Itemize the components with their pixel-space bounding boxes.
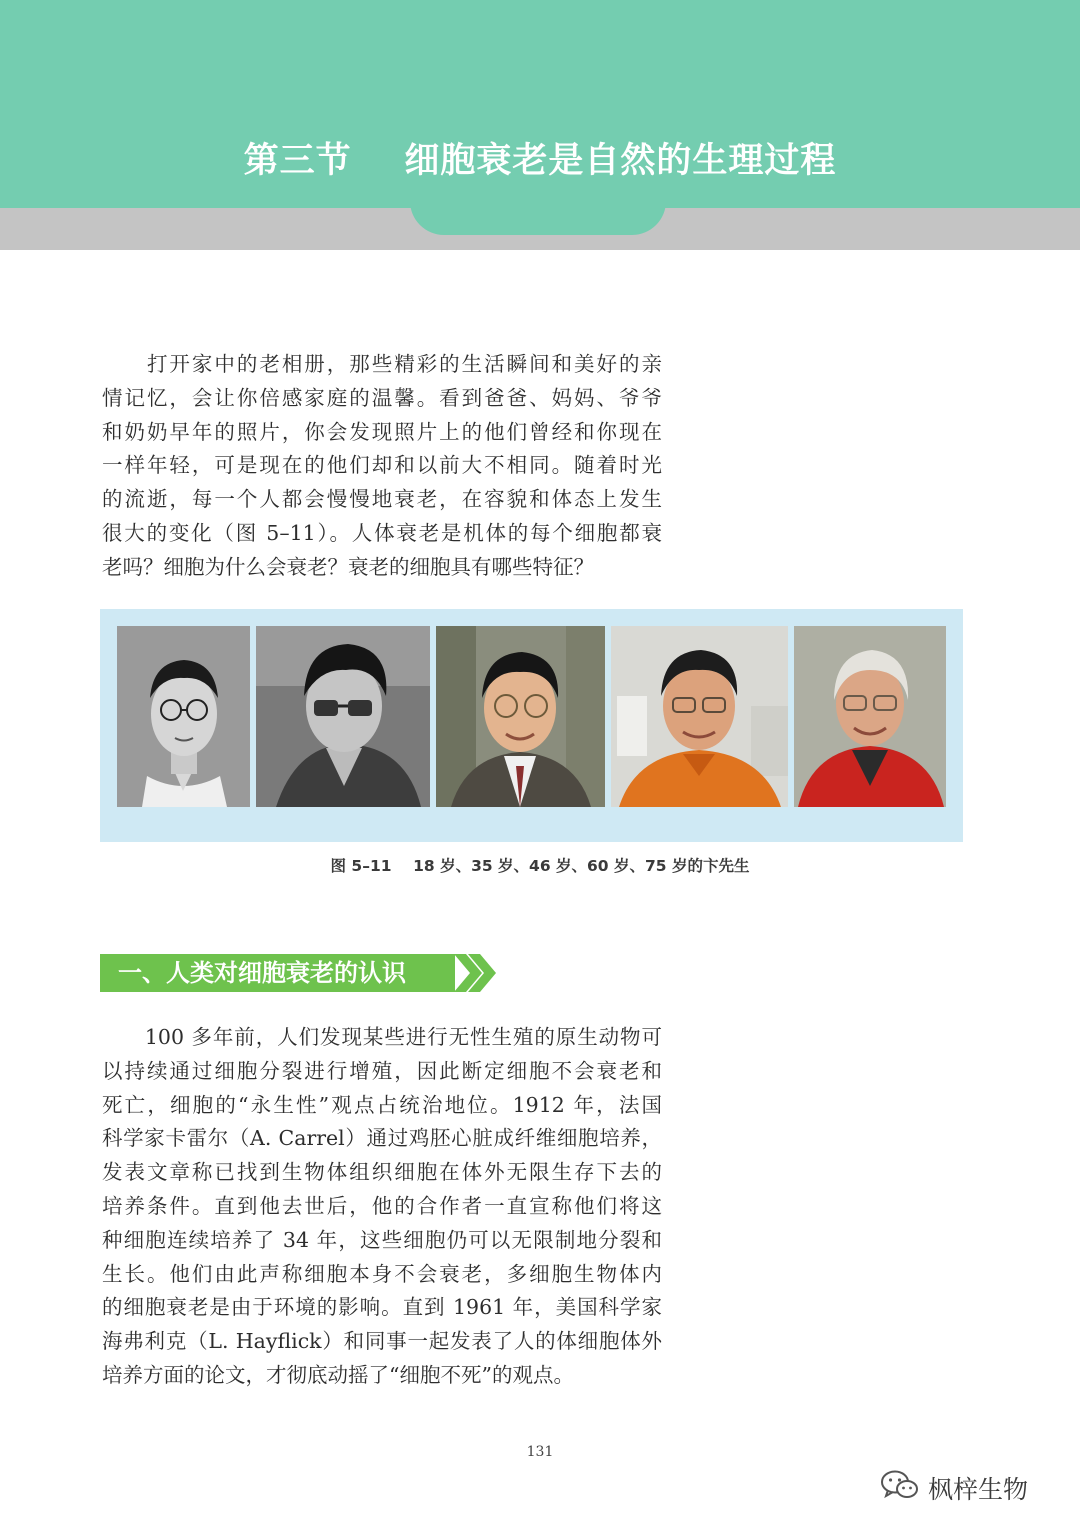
intro-line: 一样年轻，可是现在的他们却和以前大不相同。随着时光 bbox=[102, 453, 662, 478]
figure-caption: 图 5–11 18 岁、35 岁、46 岁、60 岁、75 岁的卞先生 bbox=[330, 857, 750, 875]
body-line: 培养条件。直到他去世后，他的合作者一直宣称他们将这 bbox=[102, 1193, 662, 1218]
chapter-header-tab bbox=[410, 190, 666, 235]
photo-age-35 bbox=[256, 626, 430, 807]
body-line: 培养方面的论文，才彻底动摇了“细胞不死”的观点。 bbox=[102, 1362, 574, 1387]
intro-line: 的流逝，每一个人都会慢慢地衰老，在容貌和体态上发生 bbox=[102, 487, 662, 512]
body-line: 的细胞衰老是由于环境的影响。直到 1961 年，美国科学家 bbox=[102, 1295, 662, 1320]
intro-line: 情记忆，会让你倍感家庭的温馨。看到爸爸、妈妈、爷爷 bbox=[102, 385, 662, 410]
body-line: 发表文章称已找到生物体组织细胞在体外无限生存下去的 bbox=[102, 1160, 662, 1185]
body-line: 种细胞连续培养了 34 年，这些细胞仍可以无限制地分裂和 bbox=[102, 1227, 662, 1252]
photo-age-46 bbox=[436, 626, 605, 807]
wechat-icon bbox=[880, 1469, 920, 1507]
double-chevron-right-icon bbox=[452, 954, 498, 992]
watermark bbox=[880, 1468, 1028, 1508]
photo-age-18 bbox=[117, 626, 250, 807]
body-line: 科学家卡雷尔（A. Carrel）通过鸡胚心脏成纤维细胞培养， bbox=[102, 1126, 662, 1151]
watermark-text: 枫梓生物 bbox=[928, 1475, 1029, 1504]
photo-age-75 bbox=[794, 626, 946, 807]
body-line: 生长。他们由此声称细胞本身不会衰老，多细胞生物体内 bbox=[102, 1261, 662, 1286]
section-title: 一、人类对细胞衰老的认识 bbox=[118, 959, 406, 987]
intro-line: 打开家中的老相册，那些精彩的生活瞬间和美好的亲 bbox=[102, 352, 662, 376]
intro-line: 很大的变化（图 5–11）。人体衰老是机体的每个细胞都衰 bbox=[102, 520, 662, 545]
body-line: 100 多年前，人们发现某些进行无性生殖的原生动物可 bbox=[102, 1025, 662, 1049]
body-line: 死亡，细胞的“永生性”观点占统治地位。1912 年，法国 bbox=[102, 1092, 662, 1117]
page-number: 131 bbox=[526, 1444, 554, 1460]
body-line: 海弗利克（L. Hayflick）和同事一起发表了人的体细胞体外 bbox=[102, 1329, 662, 1354]
body-paragraph bbox=[102, 1021, 662, 1393]
chapter-title: 第三节 细胞衰老是自然的生理过程 bbox=[243, 141, 837, 181]
body-line: 以持续通过细胞分裂进行增殖，因此断定细胞不会衰老和 bbox=[102, 1058, 662, 1083]
intro-paragraph bbox=[102, 348, 662, 585]
figure-photo-panel bbox=[100, 609, 963, 842]
intro-line: 老吗？细胞为什么会衰老？衰老的细胞具有哪些特征？ bbox=[102, 554, 594, 579]
intro-line: 和奶奶早年的照片，你会发现照片上的他们曾经和你现在 bbox=[102, 419, 662, 444]
photo-age-60 bbox=[611, 626, 788, 807]
